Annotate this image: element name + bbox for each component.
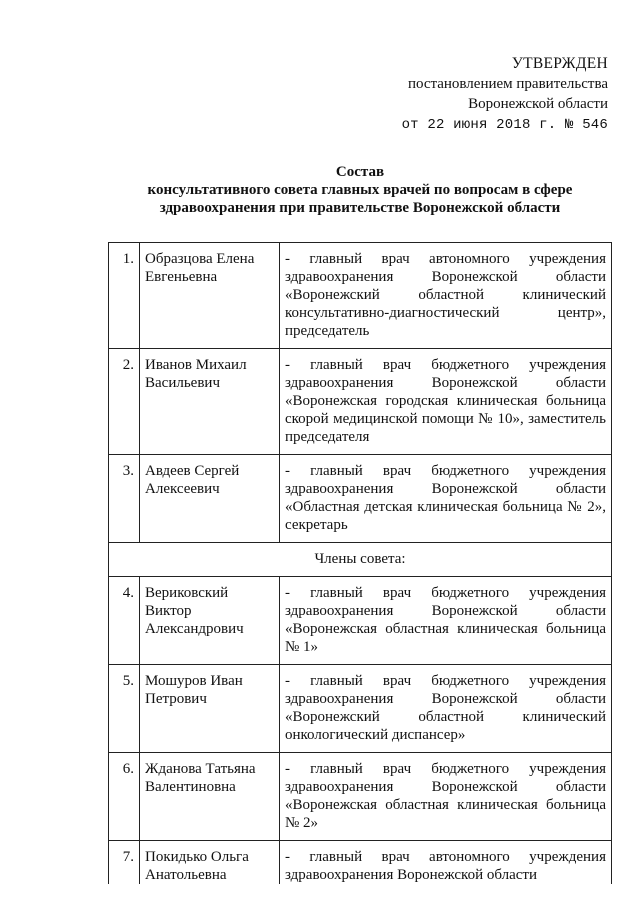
approval-line-1: постановлением правительства bbox=[407, 76, 608, 92]
approval-stamp bbox=[402, 54, 608, 135]
document-title-line-3: здравоохранения при правительстве Воронежской области bbox=[159, 200, 561, 216]
table-row bbox=[109, 665, 612, 753]
member-position: - главный врач автономного учреждения здравоохранения Воронежской области «Воронежский областной клинический консультативно-диагностический центр», председатель bbox=[280, 243, 612, 349]
member-name: Покидько Ольга Анатольевна bbox=[140, 841, 280, 885]
member-name: Жданова Татьяна Валентиновна bbox=[140, 753, 280, 841]
section-members-heading: Члены совета: bbox=[109, 543, 612, 577]
document-title bbox=[100, 163, 620, 217]
row-number: 6. bbox=[109, 753, 140, 841]
member-name: Иванов Михаил Васильевич bbox=[140, 349, 280, 455]
section-row bbox=[109, 543, 612, 577]
table-row bbox=[109, 577, 612, 665]
member-position: - главный врач автономного учреждения здравоохранения Воронежской области bbox=[280, 841, 612, 885]
member-position: - главный врач бюджетного учреждения здравоохранения Воронежской области «Воронежский областной клинический онкологический диспансер» bbox=[280, 665, 612, 753]
member-name: Мошуров Иван Петрович bbox=[140, 665, 280, 753]
document-title-line-1: Состав bbox=[335, 164, 385, 180]
members-table bbox=[108, 242, 612, 884]
table-row bbox=[109, 841, 612, 885]
approval-title: УТВЕРЖДЕН bbox=[511, 55, 608, 72]
member-name: Вериковский Виктор Александрович bbox=[140, 577, 280, 665]
row-number: 3. bbox=[109, 455, 140, 543]
member-position: - главный врач бюджетного учреждения здравоохранения Воронежской области «Областная детская клиническая больница № 2», секретарь bbox=[280, 455, 612, 543]
member-position: - главный врач бюджетного учреждения здравоохранения Воронежской области «Воронежская областная клиническая больница № 1» bbox=[280, 577, 612, 665]
table-row bbox=[109, 349, 612, 455]
member-position: - главный врач бюджетного учреждения здравоохранения Воронежской области «Воронежская областная клиническая больница № 2» bbox=[280, 753, 612, 841]
table-row bbox=[109, 455, 612, 543]
row-number: 2. bbox=[109, 349, 140, 455]
member-name: Образцова Елена Евгеньевна bbox=[140, 243, 280, 349]
table-row bbox=[109, 243, 612, 349]
approval-line-2: Воронежской области bbox=[468, 96, 608, 112]
row-number: 5. bbox=[109, 665, 140, 753]
row-number: 7. bbox=[109, 841, 140, 885]
row-number: 1. bbox=[109, 243, 140, 349]
member-position: - главный врач бюджетного учреждения здравоохранения Воронежской области «Воронежская городская клиническая больница скорой медицинской помощи № 10», заместитель председателя bbox=[280, 349, 612, 455]
row-number: 4. bbox=[109, 577, 140, 665]
table-row bbox=[109, 753, 612, 841]
approval-date: от 22 июня 2018 г. № 546 bbox=[401, 117, 608, 133]
member-name: Авдеев Сергей Алексеевич bbox=[140, 455, 280, 543]
document-title-line-2: консультативного совета главных врачей по вопросам в сфере bbox=[147, 182, 573, 198]
